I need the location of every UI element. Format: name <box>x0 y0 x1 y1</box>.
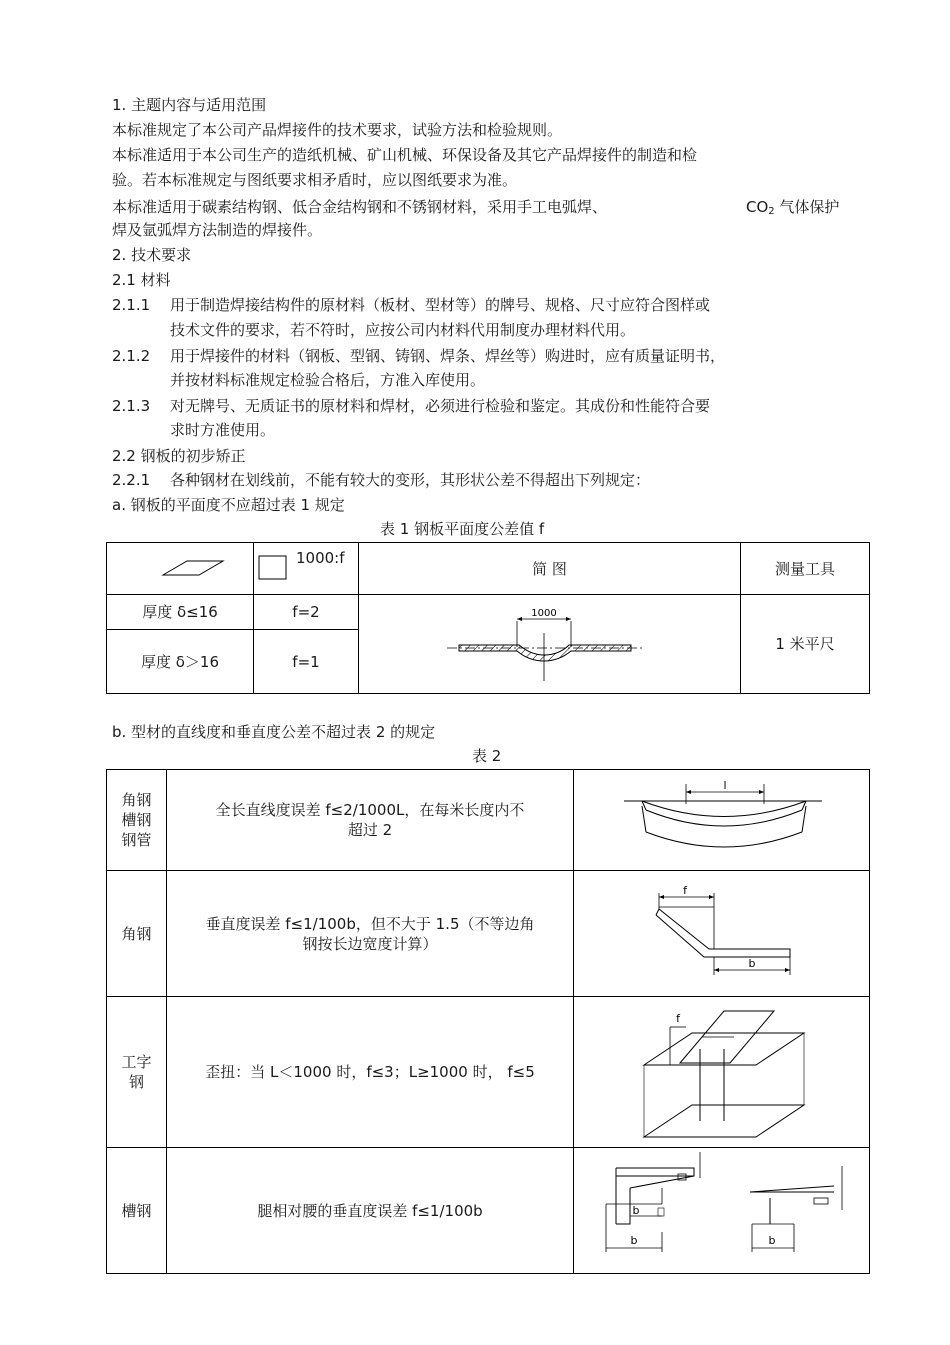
clause-2-2-1-number: 2.2.1 <box>112 471 151 489</box>
row-2-thickness-label: 厚度 δ＞16 <box>140 652 220 671</box>
row-4-desc-cell <box>167 1148 574 1274</box>
channel-perpendicularity-diagram <box>574 1148 870 1273</box>
angle-f-label: f <box>683 884 687 897</box>
row-4-figure-cell <box>574 1148 870 1274</box>
row-1-thickness-cell <box>107 595 254 630</box>
row-2-value-cell <box>254 630 359 694</box>
plate-flatness-diagram <box>359 595 741 693</box>
plate-diagram-dimension: 1000 <box>531 608 557 619</box>
clause-2-1-2-number: 2.1.2 <box>112 347 151 365</box>
table-1 <box>106 542 870 694</box>
table-2 <box>106 769 870 1274</box>
item-b-text: b. 型材的直线度和垂直度公差不超过表 2 的规定 <box>112 723 436 741</box>
row-2-type-cell <box>107 871 167 997</box>
row-2-desc-line: 垂直度误差 f≤1/100b，但不大于 1.5（不等边角 <box>205 914 535 933</box>
row-1-figure-cell <box>574 770 870 871</box>
row-1-desc-line: 全长直线度误差 f≤2/1000L，在每米长度内不 <box>215 801 525 819</box>
row-2-figure-cell <box>574 871 870 997</box>
row-4-desc-line: 腿相对腰的垂直度误差 f≤1/100b <box>257 1201 483 1220</box>
tool-value: 1 米平尺 <box>775 635 835 653</box>
row-1-type-cell <box>107 770 167 871</box>
row-1-desc-line: 超过 2 <box>347 821 393 839</box>
straightness-length-label: l <box>723 779 727 792</box>
row-3-type-line: 钢 <box>128 1073 144 1091</box>
clause-2-1-1-line-1: 用于制造焊接结构件的原材料（板材、型材等）的牌号、规格、尺寸应符合图样或 <box>170 296 711 314</box>
section-1-paragraph-1: 本标准规定了本公司产品焊接件的技术要求，试验方法和检验规则。 <box>112 121 563 139</box>
channel-left-b-label: b <box>632 1204 640 1217</box>
co2-gas-text <box>746 197 839 222</box>
row-3-desc-cell <box>167 997 574 1148</box>
channel-right-b-label: b <box>768 1234 776 1247</box>
section-1-paragraph-3-line-2: 焊及氩弧焊方法制造的焊接件。 <box>112 221 323 239</box>
twist-f-label: f <box>676 1012 680 1025</box>
flatness-symbol-icon <box>107 543 254 594</box>
section-1-paragraph-2-line-1: 本标准适用于本公司生产的造纸机械、矿山机械、环保设备及其它产品焊接件的制造和检 <box>112 146 698 164</box>
row-2-type-line: 角钢 <box>121 924 152 943</box>
clause-2-1-2-line-2: 并按材料标准规定检验合格后，方准入库使用。 <box>170 371 486 389</box>
row-1-value: f=2 <box>292 603 320 622</box>
item-a-text: a. 钢板的平面度不应超过表 1 规定 <box>112 496 345 514</box>
row-1-type-line: 钢管 <box>121 831 152 849</box>
plate-diagram-cell <box>359 595 741 694</box>
section-2-2-title: 2.2 钢板的初步矫正 <box>112 447 246 465</box>
clause-2-1-2-line-1: 用于焊接件的材料（钢板、型钢、铸钢、焊条、焊丝等）购进时，应有质量证明书， <box>170 347 726 365</box>
angle-perpendicularity-diagram <box>574 871 870 996</box>
co2-label: CO <box>746 198 769 216</box>
tool-cell <box>741 595 870 694</box>
section-2-title: 2. 技术要求 <box>112 246 192 264</box>
tool-header-label: 测量工具 <box>774 559 835 578</box>
ibeam-twist-diagram <box>574 997 870 1147</box>
section-1-title: 1. 主题内容与适用范围 <box>112 96 267 114</box>
diagram-header-cell <box>359 543 741 595</box>
clause-2-1-1-line-2: 技术文件的要求，若不符时，应按公司内材料代用制度办理材料代用。 <box>170 321 636 339</box>
row-4-type-cell <box>107 1148 167 1274</box>
section-2-1-title: 2.1 材料 <box>112 271 171 289</box>
row-1-thickness-label: 厚度 δ≤16 <box>142 603 218 622</box>
diagram-header-label: 简 图 <box>532 559 567 578</box>
row-3-desc-line: 歪扭：当 L＜1000 时，f≤3；L≥1000 时， f≤5 <box>205 1063 535 1081</box>
row-3-type-line: 工字 <box>121 1053 152 1071</box>
row-4-type-line: 槽钢 <box>121 1201 152 1220</box>
flatness-symbol-cell <box>107 543 254 595</box>
row-2-thickness-cell <box>107 630 254 694</box>
row-1-desc-cell <box>167 770 574 871</box>
row-2-desc-cell <box>167 871 574 997</box>
section-1-paragraph-2-line-2: 验。若本标准规定与图纸要求相矛盾时，应以图纸要求为准。 <box>112 171 518 189</box>
row-2-value: f=1 <box>292 652 320 671</box>
clause-2-1-3-line-2: 求时方准使用。 <box>170 421 276 439</box>
section-1-paragraph-3-line-1: 本标准适用于碳素结构钢、低合金结构钢和不锈钢材料，采用手工电弧焊、 <box>112 198 608 216</box>
clause-2-2-1-line-1: 各种钢材在划线前，不能有较大的变形，其形状公差不得超出下列规定： <box>170 471 651 489</box>
ratio-header-cell <box>254 543 359 595</box>
straightness-diagram <box>574 770 870 870</box>
angle-b-label: b <box>748 957 756 970</box>
row-3-type-cell <box>107 997 167 1148</box>
clause-2-1-3-number: 2.1.3 <box>112 397 151 415</box>
channel-left-b2-label: b <box>630 1234 638 1247</box>
co2-subscript: 2 <box>768 206 775 217</box>
clause-2-1-3-line-1: 对无牌号、无质证书的原材料和焊材，必须进行检验和鉴定。其成份和性能符合要 <box>170 397 711 415</box>
tool-header-cell <box>741 543 870 595</box>
row-1-type-line: 槽钢 <box>121 811 152 829</box>
row-2-desc-line: 钢按长边宽度计算） <box>302 934 438 953</box>
table-1-caption: 表 1 钢板平面度公差值 f <box>380 520 545 538</box>
row-3-figure-cell <box>574 997 870 1148</box>
co2-tail: 气体保护 <box>774 198 840 216</box>
ratio-header-label: 1000:f <box>296 549 345 567</box>
row-1-type-line: 角钢 <box>121 791 152 809</box>
table-2-caption: 表 2 <box>472 747 502 765</box>
clause-2-1-1-number: 2.1.1 <box>112 296 151 314</box>
row-1-value-cell <box>254 595 359 630</box>
